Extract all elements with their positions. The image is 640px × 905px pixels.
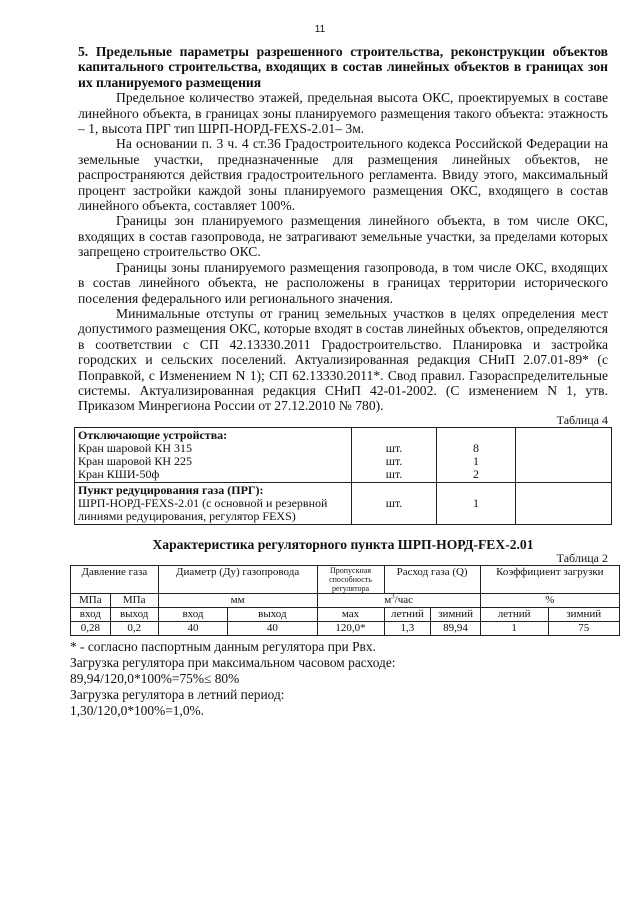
table-cell <box>352 482 437 524</box>
value-cell: 0,2 <box>110 622 158 636</box>
item-name: Кран КШИ-50ф <box>78 466 160 481</box>
header-capacity: Пропускная способность регулятора <box>317 566 384 594</box>
paragraph-5: Минимальные отступы от границ земельных участков в целях определения мест допустимого размещения ОКС, которые входят в состав линейных объектов, определяются в соответствии с СП 42.13330.2011 Градостроительство. Планировка и застройка городских и сельских поселений. Актуализированная редакция СНиП 2.07.01-89* (с Поправкой, с Изменением N 1); СП 62.13330.2011*. Свод правил. Газораспределительные системы. Актуализированная редакция СНиП 42-01-2002. (С изменением N 1, утв. Приказом Минрегиона России от 27.12.2010 № 780). <box>78 305 608 414</box>
table-header-row <box>71 566 620 594</box>
table-cell <box>75 482 352 524</box>
header-pressure: Давление газа <box>71 566 159 594</box>
table-row <box>75 427 612 482</box>
table-cell-empty <box>516 427 612 482</box>
item-unit: шт. <box>385 453 403 468</box>
item-qty: 2 <box>473 466 479 481</box>
subheader-cell: зимний <box>431 608 480 622</box>
table2-caption: Таблица 2 <box>556 551 608 566</box>
subheader-cell: зимний <box>548 608 619 622</box>
item-unit: шт. <box>385 440 403 455</box>
item-unit: шт. <box>385 495 403 510</box>
subheader-cell: мах <box>317 608 384 622</box>
value-cell: 89,94 <box>431 622 480 636</box>
value-cell: 1 <box>480 622 548 636</box>
table-cell <box>75 427 352 482</box>
note-line: 89,94/120,0*100%=75%≤ 80% <box>70 671 240 687</box>
paragraph-1: Предельное количество этажей, предельная высота ОКС, проектируемых в составе линейного объекта, в границах зоны планируемого размещения такого объекта: этажность – 1, высота ПРГ тип ШРП-НОРД-FEXS-2.01– 3м. <box>78 90 608 137</box>
table-cell <box>437 482 516 524</box>
value-cell: 1,3 <box>384 622 431 636</box>
unit-cell-flow: $м^3$/час <box>317 594 480 608</box>
subheader-cell: вход <box>71 608 111 622</box>
table-subheader-row <box>71 608 620 622</box>
value-cell: 0,28 <box>71 622 111 636</box>
item-name: Кран шаровой КН 225 <box>78 453 192 468</box>
unit-cell: мм <box>158 594 317 608</box>
regulator-table <box>70 565 620 636</box>
table-units-row <box>71 594 620 608</box>
table-cell <box>352 427 437 482</box>
unit-cell: МПа <box>110 594 158 608</box>
document-body <box>70 44 608 719</box>
subheader-cell: выход <box>110 608 158 622</box>
subheader-cell: выход <box>228 608 317 622</box>
note-line: Загрузка регулятора при максимальном часовом расходе: <box>70 655 396 671</box>
value-cell: 120,0* <box>317 622 384 636</box>
value-cell: 75 <box>548 622 619 636</box>
header-flow: Расход газа (Q) <box>384 566 480 594</box>
value-cell: 40 <box>228 622 317 636</box>
paragraph-2: На основании п. 3 ч. 4 ст.36 Градостроительного кодекса Российской Федерации на земельные участки, предназначенные для размещения линейных объектов, не распространяются действия градостроительного регламента. Ввиду этого, максимальный процент застройки каждой зоны планируемого размещения ОКС, входящего в состав линейного объекта, составляет 100%. <box>78 136 608 214</box>
table-cell <box>437 427 516 482</box>
item-qty: 1 <box>473 495 479 510</box>
table-row <box>71 622 620 636</box>
header-load: Коэффициент загрузки <box>480 566 619 594</box>
item-name: Кран шаровой КН 315 <box>78 440 192 455</box>
item-qty: 8 <box>473 440 479 455</box>
paragraph-4: Границы зоны планируемого размещения газопровода, в том числе ОКС, входящих в состав линейного объекта, не расположены в границах территории исторического поселения федерального или регионального значения. <box>78 259 608 306</box>
item-unit: шт. <box>385 466 403 481</box>
unit-cell: МПа <box>71 594 111 608</box>
item-name: ШРП-НОРД-FEXS-2.01 (с основной и резервной линиями редуцирования, регулятор FEXS) <box>78 495 328 523</box>
table-cell-empty <box>516 482 612 524</box>
footnote-line: * - согласно паспортным данным регулятора при Рвх. <box>70 639 376 655</box>
paragraph-3: Границы зон планируемого размещения линейного объекта, в том числе ОКС, входящих в состав газопровода, не затрагивают земельные участки, за пределами которых запрещено строительство ОКС. <box>78 213 608 260</box>
page-number: 11 <box>314 24 326 35</box>
table4-caption: Таблица 4 <box>556 412 608 427</box>
note-line: Загрузка регулятора в летний период: <box>70 687 285 703</box>
notes-block <box>70 639 608 719</box>
subheader-cell: летний <box>384 608 431 622</box>
subheader-cell: вход <box>158 608 228 622</box>
note-line: 1,30/120,0*100%=1,0%. <box>70 703 205 719</box>
regulator-table-title: Характеристика регуляторного пункта ШРП-НОРД-FEX-2.01 <box>152 536 534 552</box>
table-row <box>75 482 612 524</box>
header-diameter: Диаметр (Ду) газопровода <box>158 566 317 594</box>
section-title: Отключающие устройства: <box>78 427 228 442</box>
unit-cell: % <box>480 594 619 608</box>
value-cell: 40 <box>158 622 228 636</box>
section-heading: 5. Предельные параметры разрешенного строительства, реконструкции объектов капитального строительства, входящих в состав линейных объектов в границах зон их планируемого размещения <box>78 44 608 90</box>
section-title: Пункт редуцирования газа (ПРГ): <box>78 482 264 497</box>
equipment-table <box>74 427 612 525</box>
item-qty: 1 <box>473 453 479 468</box>
subheader-cell: летний <box>480 608 548 622</box>
